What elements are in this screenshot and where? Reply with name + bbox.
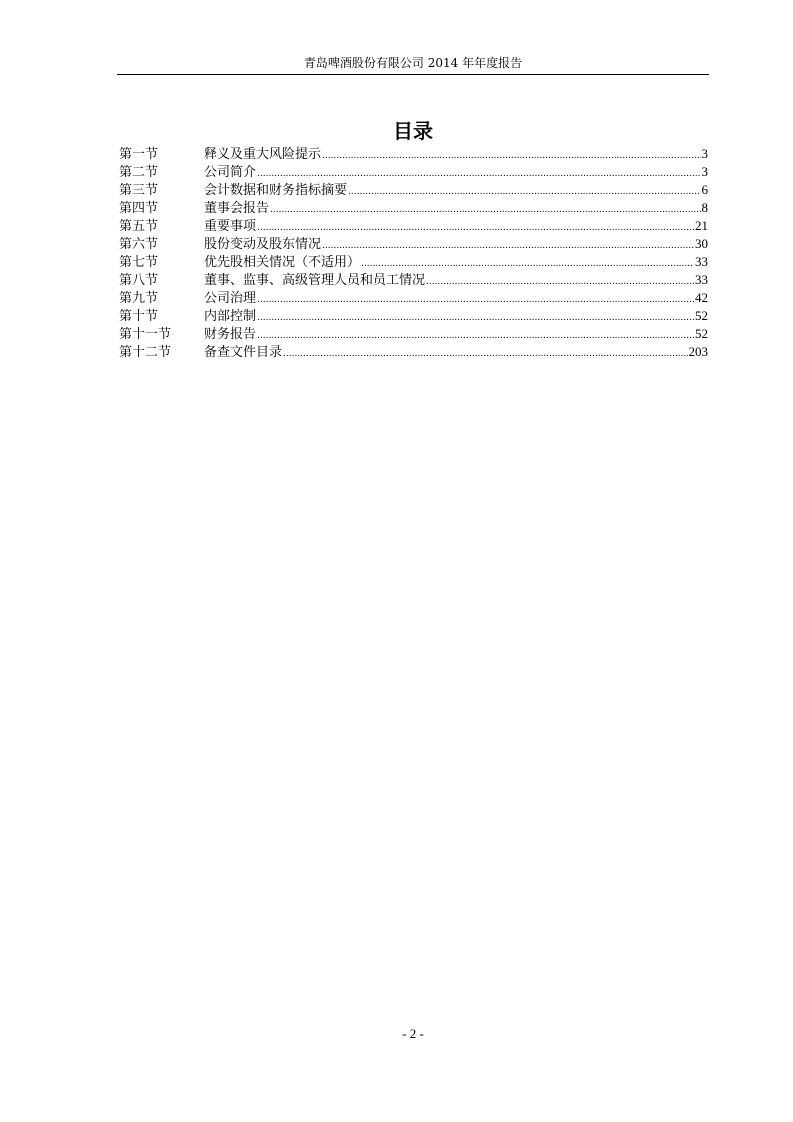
toc-section-number: 第七节 — [119, 255, 159, 270]
toc-page-number: 33 — [695, 254, 708, 269]
toc-page-number: 52 — [695, 326, 708, 341]
toc-section-number: 第六节 — [119, 237, 159, 252]
toc-entry[interactable] — [119, 343, 708, 361]
toc-section-number: 第十节 — [119, 309, 159, 324]
toc-page-number: 33 — [695, 272, 708, 287]
toc-page-number: 8 — [701, 200, 708, 215]
toc-dot-leader — [322, 237, 694, 255]
toc-section-number: 第五节 — [119, 219, 159, 234]
toc-section-number: 第八节 — [119, 273, 159, 288]
toc-dot-leader — [283, 345, 687, 363]
toc-section-name: 公司简介 — [204, 165, 257, 180]
toc-entry[interactable] — [119, 325, 708, 343]
toc-section-number: 第十一节 — [119, 327, 172, 342]
toc-section-name: 股份变动及股东情况 — [204, 237, 322, 252]
toc-section-number: 第四节 — [119, 201, 159, 216]
toc-page-number: 21 — [695, 218, 708, 233]
toc-section-number: 第十二节 — [119, 345, 172, 360]
toc-section-number: 第九节 — [119, 291, 159, 306]
toc-dot-leader — [348, 183, 700, 201]
page-number: - 2 - — [402, 1026, 424, 1041]
toc-entry[interactable] — [119, 217, 708, 235]
toc-entry[interactable] — [119, 199, 708, 217]
toc-entry[interactable] — [119, 253, 708, 271]
toc-entry[interactable] — [119, 181, 708, 199]
toc-dot-leader — [257, 309, 694, 327]
toc-section-name: 财务报告 — [204, 327, 257, 342]
toc-entry[interactable] — [119, 145, 708, 163]
toc-entry[interactable] — [119, 307, 708, 325]
running-header: 青岛啤酒股份有限公司 2014 年年度报告 — [303, 56, 523, 70]
table-of-contents — [119, 145, 708, 361]
toc-section-name: 董事会报告 — [204, 201, 270, 216]
toc-dot-leader — [257, 219, 694, 237]
toc-section-number: 第三节 — [119, 183, 159, 198]
toc-dot-leader — [270, 201, 700, 219]
toc-page-number: 203 — [688, 344, 708, 359]
toc-dot-leader — [257, 165, 700, 183]
toc-section-name: 会计数据和财务指标摘要 — [204, 183, 348, 198]
toc-page-number: 30 — [695, 236, 708, 251]
toc-page-number: 3 — [701, 146, 708, 161]
toc-page-number: 52 — [695, 308, 708, 323]
toc-entry[interactable] — [119, 271, 708, 289]
toc-section-name: 备查文件目录 — [204, 345, 283, 360]
toc-title: 目录 — [393, 119, 433, 143]
toc-page-number: 3 — [701, 164, 708, 179]
toc-section-name: 优先股相关情况（不适用） — [204, 255, 361, 270]
toc-section-name: 重要事项 — [204, 219, 257, 234]
toc-section-name: 内部控制 — [204, 309, 257, 324]
toc-dot-leader — [257, 291, 694, 309]
toc-page-number: 42 — [695, 290, 708, 305]
toc-section-number: 第一节 — [119, 147, 159, 162]
toc-entry[interactable] — [119, 235, 708, 253]
toc-section-name: 释义及重大风险提示 — [204, 147, 322, 162]
toc-dot-leader — [361, 255, 694, 273]
toc-section-name: 董事、监事、高级管理人员和员工情况 — [204, 273, 426, 288]
toc-dot-leader — [322, 147, 700, 165]
toc-page-number: 6 — [701, 182, 708, 197]
toc-dot-leader — [426, 273, 694, 291]
toc-section-name: 公司治理 — [204, 291, 257, 306]
toc-entry[interactable] — [119, 289, 708, 307]
toc-dot-leader — [257, 327, 694, 345]
toc-section-number: 第二节 — [119, 165, 159, 180]
toc-entry[interactable] — [119, 163, 708, 181]
header-divider — [117, 74, 709, 75]
